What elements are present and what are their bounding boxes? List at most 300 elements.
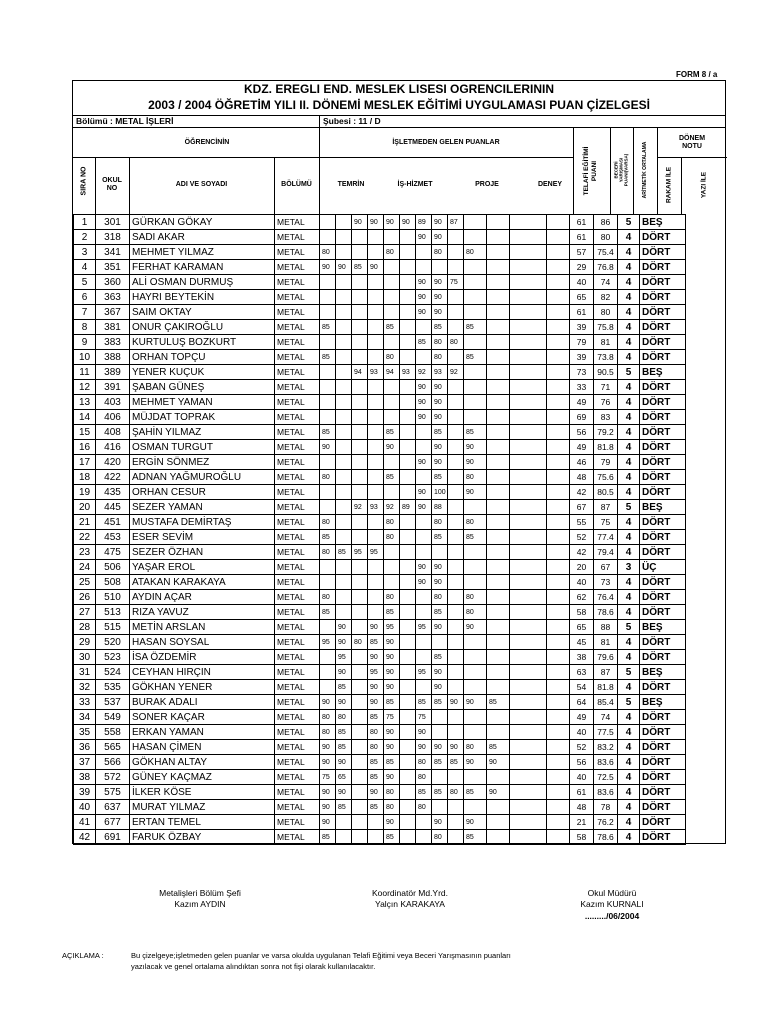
score-cell bbox=[448, 770, 464, 785]
score-cell: 90 bbox=[368, 680, 384, 695]
score-cell: 85 bbox=[416, 335, 432, 350]
score-cell: 85 bbox=[320, 350, 336, 365]
score-cell: 85 bbox=[368, 710, 384, 725]
student-name-cell: ŞABAN GÜNEŞ bbox=[130, 380, 275, 395]
score-cell bbox=[336, 290, 352, 305]
score-cell: 90 bbox=[464, 620, 487, 635]
grade-number-cell: 4 bbox=[618, 350, 640, 365]
score-cell bbox=[487, 305, 510, 320]
sheet-title: 2003 / 2004 ÖĞRETİM YILI II. DÖNEMİ MESLEK EĞİTİMİ UYGULAMASI PUAN ÇİZELGESİ bbox=[148, 98, 650, 112]
score-cell bbox=[400, 575, 416, 590]
score-cell bbox=[384, 380, 400, 395]
average-cell: 78.6 bbox=[594, 605, 618, 620]
telafi-score-cell: 29 bbox=[570, 260, 594, 275]
score-cell: 85 bbox=[336, 680, 352, 695]
score-cell: 80 bbox=[416, 800, 432, 815]
score-cell: 90 bbox=[336, 755, 352, 770]
grade-word-cell: DÖRT bbox=[640, 335, 686, 350]
department-cell: METAL bbox=[275, 560, 320, 575]
score-cell: 80 bbox=[384, 800, 400, 815]
department-cell: METAL bbox=[275, 305, 320, 320]
student-name-cell: ADNAN YAĞMUROĞLU bbox=[130, 470, 275, 485]
score-cell: 92 bbox=[416, 365, 432, 380]
average-cell: 82 bbox=[594, 290, 618, 305]
score-cell bbox=[487, 710, 510, 725]
student-name-cell: MÜJDAT TOPRAK bbox=[130, 410, 275, 425]
okul-no-cell: 537 bbox=[96, 695, 130, 710]
score-cell: 90 bbox=[416, 290, 432, 305]
score-cell bbox=[464, 725, 487, 740]
score-cell: 90 bbox=[448, 695, 464, 710]
score-cell: 85 bbox=[432, 320, 448, 335]
grade-word-cell: DÖRT bbox=[640, 395, 686, 410]
telafi-score-cell: 79 bbox=[570, 335, 594, 350]
score-cell bbox=[336, 590, 352, 605]
score-cell bbox=[368, 350, 384, 365]
grade-table bbox=[73, 214, 686, 845]
header-line-donem bbox=[657, 157, 727, 158]
score-cell bbox=[368, 230, 384, 245]
score-cell: 90 bbox=[320, 785, 336, 800]
student-name-cell: SADI AKAR bbox=[130, 230, 275, 245]
score-cell: 90 bbox=[464, 755, 487, 770]
average-cell: 85.4 bbox=[594, 695, 618, 710]
score-cell bbox=[384, 455, 400, 470]
sira-no-cell: 25 bbox=[74, 575, 96, 590]
student-name-cell: ORHAN CESUR bbox=[130, 485, 275, 500]
grade-number-cell: 5 bbox=[618, 620, 640, 635]
average-cell: 88 bbox=[594, 620, 618, 635]
telafi-score-cell: 40 bbox=[570, 575, 594, 590]
table-row bbox=[74, 590, 686, 605]
score-cell: 90 bbox=[320, 260, 336, 275]
department-cell: METAL bbox=[275, 710, 320, 725]
okul-no-cell: 420 bbox=[96, 455, 130, 470]
grade-word-cell: DÖRT bbox=[640, 740, 686, 755]
score-cell bbox=[336, 245, 352, 260]
score-cell bbox=[487, 320, 510, 335]
score-cell: 90 bbox=[320, 815, 336, 830]
sira-no-cell: 20 bbox=[74, 500, 96, 515]
score-cell bbox=[416, 830, 432, 845]
score-cell: 80 bbox=[448, 335, 464, 350]
table-row bbox=[74, 500, 686, 515]
okul-no-header: OKUL NO bbox=[102, 177, 122, 192]
student-name-cell: YENER KUÇUK bbox=[130, 365, 275, 380]
department-cell: METAL bbox=[275, 590, 320, 605]
score-cell bbox=[384, 275, 400, 290]
score-cell bbox=[352, 740, 368, 755]
student-header: ÖĞRENCİNİN bbox=[184, 139, 230, 146]
telafi-score-cell: 61 bbox=[570, 230, 594, 245]
score-cell bbox=[336, 410, 352, 425]
telafi-score-cell: 39 bbox=[570, 350, 594, 365]
telafi-cell bbox=[510, 440, 547, 455]
okul-no-cell: 549 bbox=[96, 710, 130, 725]
student-name-cell: ORHAN TOPÇU bbox=[130, 350, 275, 365]
header-line-student bbox=[73, 157, 319, 158]
score-cell bbox=[352, 815, 368, 830]
student-name-cell: KURTULUŞ BOZKURT bbox=[130, 335, 275, 350]
department-cell: METAL bbox=[275, 485, 320, 500]
telafi-score-cell: 40 bbox=[570, 275, 594, 290]
score-cell bbox=[487, 455, 510, 470]
score-cell bbox=[368, 530, 384, 545]
signature-dept-head bbox=[130, 888, 270, 910]
score-cell: 90 bbox=[320, 740, 336, 755]
student-name-cell: RIZA YAVUZ bbox=[130, 605, 275, 620]
score-cell: 85 bbox=[384, 755, 400, 770]
student-name-cell: İLKER KÖSE bbox=[130, 785, 275, 800]
grade-word-cell: DÖRT bbox=[640, 635, 686, 650]
beceri-cell bbox=[547, 320, 570, 335]
score-cell: 90 bbox=[416, 305, 432, 320]
score-cell: 90 bbox=[368, 695, 384, 710]
score-cell bbox=[352, 470, 368, 485]
score-cell: 75 bbox=[448, 275, 464, 290]
header-col-line bbox=[610, 127, 611, 214]
score-cell bbox=[352, 380, 368, 395]
grade-number-cell: 4 bbox=[618, 440, 640, 455]
telafi-score-cell: 48 bbox=[570, 470, 594, 485]
beceri-cell bbox=[547, 470, 570, 485]
beceri-cell bbox=[547, 440, 570, 455]
average-cell: 76 bbox=[594, 395, 618, 410]
score-cell bbox=[352, 530, 368, 545]
grade-word-cell: DÖRT bbox=[640, 650, 686, 665]
score-cell bbox=[368, 410, 384, 425]
score-cell bbox=[352, 485, 368, 500]
grade-word-cell: DÖRT bbox=[640, 485, 686, 500]
telafi-cell bbox=[510, 305, 547, 320]
score-cell bbox=[487, 365, 510, 380]
score-cell bbox=[448, 710, 464, 725]
score-cell bbox=[320, 500, 336, 515]
score-cell: 80 bbox=[464, 515, 487, 530]
score-cell bbox=[487, 650, 510, 665]
grade-word-cell: DÖRT bbox=[640, 785, 686, 800]
score-cell bbox=[400, 485, 416, 500]
grade-number-cell: 4 bbox=[618, 305, 640, 320]
telafi-cell bbox=[510, 470, 547, 485]
score-cell bbox=[336, 215, 352, 230]
score-cell: 90 bbox=[416, 380, 432, 395]
score-cell: 90 bbox=[432, 440, 448, 455]
average-cell: 77.4 bbox=[594, 530, 618, 545]
score-cell bbox=[464, 650, 487, 665]
score-cell bbox=[464, 410, 487, 425]
score-cell: 90 bbox=[400, 215, 416, 230]
score-cell: 85 bbox=[487, 740, 510, 755]
okul-no-cell: 677 bbox=[96, 815, 130, 830]
grade-word-cell: DÖRT bbox=[640, 350, 686, 365]
score-cell: 80 bbox=[320, 545, 336, 560]
score-cell bbox=[336, 230, 352, 245]
average-cell: 75.6 bbox=[594, 470, 618, 485]
score-cell bbox=[384, 560, 400, 575]
student-name-cell: MURAT YILMAZ bbox=[130, 800, 275, 815]
score-cell: 80 bbox=[384, 350, 400, 365]
average-cell: 78.6 bbox=[594, 830, 618, 845]
score-cell bbox=[320, 650, 336, 665]
score-cell bbox=[384, 575, 400, 590]
average-cell: 79.2 bbox=[594, 425, 618, 440]
school-title: KDZ. EREGLI END. MESLEK LISESI OGRENCILERININ bbox=[243, 82, 555, 96]
score-cell bbox=[352, 350, 368, 365]
score-cell bbox=[400, 530, 416, 545]
okul-no-cell: 510 bbox=[96, 590, 130, 605]
grade-word-cell: BEŞ bbox=[640, 695, 686, 710]
score-cell bbox=[336, 485, 352, 500]
score-cell: 75 bbox=[320, 770, 336, 785]
beceri-cell bbox=[547, 800, 570, 815]
score-cell bbox=[400, 440, 416, 455]
score-cell bbox=[352, 440, 368, 455]
telafi-cell bbox=[510, 380, 547, 395]
table-row bbox=[74, 740, 686, 755]
score-cell: 90 bbox=[464, 695, 487, 710]
sira-no-cell: 34 bbox=[74, 710, 96, 725]
score-cell bbox=[487, 530, 510, 545]
score-cell: 85 bbox=[432, 605, 448, 620]
score-cell: 85 bbox=[416, 695, 432, 710]
score-cell bbox=[448, 665, 464, 680]
score-cell: 80 bbox=[432, 515, 448, 530]
student-name-cell: MEHMET YAMAN bbox=[130, 395, 275, 410]
score-cell: 80 bbox=[432, 335, 448, 350]
telafi-cell bbox=[510, 215, 547, 230]
score-cell: 75 bbox=[416, 710, 432, 725]
telafi-score-cell: 65 bbox=[570, 620, 594, 635]
score-cell bbox=[416, 650, 432, 665]
department-cell: METAL bbox=[275, 650, 320, 665]
score-cell: 93 bbox=[432, 365, 448, 380]
grade-number-cell: 4 bbox=[618, 680, 640, 695]
score-cell bbox=[487, 350, 510, 365]
score-cell bbox=[336, 425, 352, 440]
score-cell bbox=[487, 215, 510, 230]
score-cell: 90 bbox=[432, 455, 448, 470]
signature-role: Koordinatör Md.Yrd. bbox=[371, 888, 449, 898]
department-cell: METAL bbox=[275, 530, 320, 545]
grade-number-cell: 4 bbox=[618, 470, 640, 485]
student-name-cell: FARUK ÖZBAY bbox=[130, 830, 275, 845]
department-cell: METAL bbox=[275, 740, 320, 755]
score-cell: 80 bbox=[320, 725, 336, 740]
header-col-line bbox=[573, 127, 574, 214]
telafi-score-cell: 56 bbox=[570, 425, 594, 440]
telafi-score-cell: 20 bbox=[570, 560, 594, 575]
score-cell bbox=[384, 290, 400, 305]
score-cell bbox=[416, 635, 432, 650]
okul-no-cell: 558 bbox=[96, 725, 130, 740]
score-cell bbox=[320, 620, 336, 635]
sira-no-cell: 42 bbox=[74, 830, 96, 845]
score-cell bbox=[352, 395, 368, 410]
score-cell bbox=[448, 455, 464, 470]
score-cell: 80 bbox=[384, 530, 400, 545]
score-cell: 90 bbox=[432, 275, 448, 290]
grade-word-cell: DÖRT bbox=[640, 725, 686, 740]
grade-number-cell: 4 bbox=[618, 395, 640, 410]
grade-word-cell: DÖRT bbox=[640, 380, 686, 395]
score-cell: 85 bbox=[464, 425, 487, 440]
score-cell: 80 bbox=[320, 245, 336, 260]
score-cell bbox=[320, 560, 336, 575]
telafi-cell bbox=[510, 245, 547, 260]
telafi-cell bbox=[510, 590, 547, 605]
sira-no-cell: 11 bbox=[74, 365, 96, 380]
header-col-line bbox=[633, 127, 634, 214]
average-cell: 81.8 bbox=[594, 440, 618, 455]
score-cell bbox=[416, 605, 432, 620]
score-cell: 90 bbox=[432, 305, 448, 320]
grade-word-cell: DÖRT bbox=[640, 425, 686, 440]
average-cell: 87 bbox=[594, 500, 618, 515]
score-cell bbox=[448, 245, 464, 260]
average-cell: 72.5 bbox=[594, 770, 618, 785]
score-cell bbox=[448, 650, 464, 665]
score-cell: 80 bbox=[432, 350, 448, 365]
table-row bbox=[74, 560, 686, 575]
student-name-cell: OSMAN TURGUT bbox=[130, 440, 275, 455]
telafi-cell bbox=[510, 425, 547, 440]
score-cell bbox=[400, 710, 416, 725]
grade-word-cell: DÖRT bbox=[640, 515, 686, 530]
department-cell: METAL bbox=[275, 230, 320, 245]
beceri-cell bbox=[547, 725, 570, 740]
student-name-cell: SAIM OKTAY bbox=[130, 305, 275, 320]
score-cell: 90 bbox=[384, 665, 400, 680]
telafi-score-cell: 40 bbox=[570, 725, 594, 740]
score-cell bbox=[487, 500, 510, 515]
score-cell: 85 bbox=[368, 755, 384, 770]
score-cell bbox=[416, 260, 432, 275]
score-cell: 90 bbox=[416, 560, 432, 575]
score-cell: 90 bbox=[416, 410, 432, 425]
score-cell bbox=[464, 770, 487, 785]
score-cell bbox=[352, 590, 368, 605]
student-name-cell: SEZER YAMAN bbox=[130, 500, 275, 515]
grade-number-cell: 4 bbox=[618, 320, 640, 335]
score-cell bbox=[464, 380, 487, 395]
score-cell bbox=[384, 410, 400, 425]
score-cell: 90 bbox=[368, 650, 384, 665]
beceri-cell bbox=[547, 590, 570, 605]
score-cell bbox=[400, 470, 416, 485]
telafi-score-cell: 61 bbox=[570, 215, 594, 230]
telafi-cell bbox=[510, 725, 547, 740]
okul-no-cell: 416 bbox=[96, 440, 130, 455]
score-cell bbox=[368, 455, 384, 470]
beceri-cell bbox=[547, 305, 570, 320]
average-cell: 76.2 bbox=[594, 815, 618, 830]
department-label: Bölümü : METAL İŞLERİ bbox=[76, 116, 174, 126]
score-cell: 80 bbox=[368, 725, 384, 740]
table-row bbox=[74, 335, 686, 350]
score-cell: 80 bbox=[464, 470, 487, 485]
score-cell bbox=[336, 575, 352, 590]
signature-coordinator bbox=[340, 888, 480, 910]
sira-no-cell: 8 bbox=[74, 320, 96, 335]
table-row bbox=[74, 440, 686, 455]
telafi-score-cell: 52 bbox=[570, 740, 594, 755]
student-name-cell: GÜRKAN GÖKAY bbox=[130, 215, 275, 230]
yazi-header: YAZI İLE bbox=[700, 171, 708, 199]
department-cell: METAL bbox=[275, 635, 320, 650]
department-cell: METAL bbox=[275, 815, 320, 830]
okul-no-cell: 406 bbox=[96, 410, 130, 425]
score-cell bbox=[320, 275, 336, 290]
grade-number-cell: 4 bbox=[618, 815, 640, 830]
grade-word-cell: BEŞ bbox=[640, 365, 686, 380]
score-cell bbox=[464, 665, 487, 680]
score-cell: 75 bbox=[384, 710, 400, 725]
score-cell bbox=[368, 575, 384, 590]
department-cell: METAL bbox=[275, 725, 320, 740]
score-cell bbox=[320, 665, 336, 680]
telafi-score-cell: 55 bbox=[570, 515, 594, 530]
sira-no-cell: 40 bbox=[74, 800, 96, 815]
telafi-cell bbox=[510, 455, 547, 470]
score-cell: 95 bbox=[416, 620, 432, 635]
telafi-score-cell: 73 bbox=[570, 365, 594, 380]
score-cell bbox=[464, 365, 487, 380]
table-row bbox=[74, 815, 686, 830]
grade-word-cell: DÖRT bbox=[640, 710, 686, 725]
score-cell bbox=[368, 815, 384, 830]
score-cell: 90 bbox=[432, 665, 448, 680]
student-name-cell: METİN ARSLAN bbox=[130, 620, 275, 635]
score-cell: 80 bbox=[416, 770, 432, 785]
telafi-cell bbox=[510, 290, 547, 305]
score-cell: 85 bbox=[464, 530, 487, 545]
score-cell bbox=[400, 725, 416, 740]
telafi-score-cell: 61 bbox=[570, 785, 594, 800]
score-cell bbox=[464, 635, 487, 650]
score-cell: 85 bbox=[336, 800, 352, 815]
score-cell: 85 bbox=[432, 755, 448, 770]
beceri-cell bbox=[547, 695, 570, 710]
beceri-cell bbox=[547, 425, 570, 440]
student-name-cell: MEHMET YILMAZ bbox=[130, 245, 275, 260]
score-cell bbox=[400, 620, 416, 635]
score-cell bbox=[352, 725, 368, 740]
signature-name: Yalçın KARAKAYA bbox=[375, 899, 445, 909]
student-name-cell: GÜNEY KAÇMAZ bbox=[130, 770, 275, 785]
score-cell: 90 bbox=[432, 290, 448, 305]
score-cell bbox=[400, 350, 416, 365]
score-cell bbox=[352, 680, 368, 695]
score-cell: 93 bbox=[368, 365, 384, 380]
score-cell bbox=[384, 230, 400, 245]
okul-no-cell: 389 bbox=[96, 365, 130, 380]
score-cell bbox=[400, 665, 416, 680]
score-cell bbox=[352, 605, 368, 620]
score-cell: 90 bbox=[320, 800, 336, 815]
score-cell: 80 bbox=[384, 590, 400, 605]
score-cell bbox=[384, 260, 400, 275]
average-cell: 67 bbox=[594, 560, 618, 575]
score-cell bbox=[464, 305, 487, 320]
grade-number-cell: 4 bbox=[618, 800, 640, 815]
beceri-cell bbox=[547, 830, 570, 845]
score-cell bbox=[352, 275, 368, 290]
score-cell bbox=[464, 545, 487, 560]
score-cell bbox=[400, 800, 416, 815]
table-row bbox=[74, 680, 686, 695]
beceri-cell bbox=[547, 665, 570, 680]
